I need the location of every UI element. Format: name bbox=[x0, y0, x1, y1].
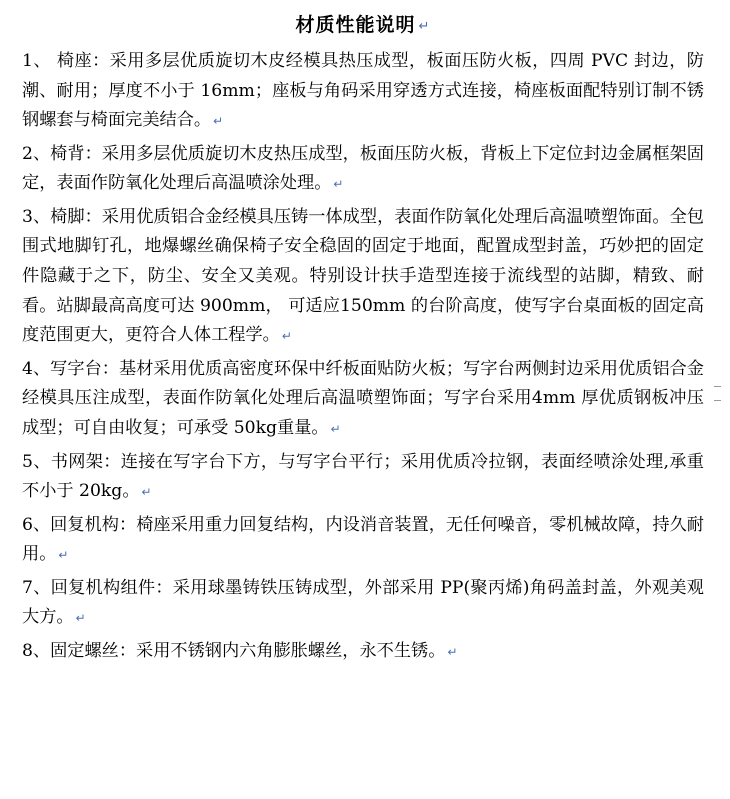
paragraph-2 bbox=[22, 140, 704, 199]
margin-tick-icon bbox=[714, 400, 721, 401]
paragraph-mark-icon: ↵ bbox=[418, 18, 431, 33]
margin-tick-icon bbox=[714, 386, 721, 387]
paragraph-6-text: 6、回复机构：椅座采用重力回复结构，内设消音装置，无任何噪音，零机械故障，持久耐用。 bbox=[22, 514, 704, 565]
paragraph-8 bbox=[22, 637, 704, 667]
paragraph-mark-icon: ↵ bbox=[281, 329, 292, 344]
paragraph-mark-icon: ↵ bbox=[330, 421, 341, 436]
page-title bbox=[22, 10, 704, 37]
paragraph-mark-icon: ↵ bbox=[213, 114, 224, 129]
paragraph-mark-icon: ↵ bbox=[141, 485, 152, 500]
page-title-text: 材质性能说明 bbox=[295, 14, 416, 36]
paragraph-6 bbox=[22, 511, 704, 570]
paragraph-mark-icon: ↵ bbox=[75, 611, 86, 626]
paragraph-mark-icon: ↵ bbox=[58, 548, 69, 563]
paragraph-3 bbox=[22, 203, 704, 351]
paragraph-mark-icon: ↵ bbox=[333, 177, 344, 192]
paragraph-4-text: 4、写字台：基材采用优质高密度环保中纤板面贴防火板；写字台两侧封边采用优质铝合金经模具压注成型，表面作防氧化处理后高温喷塑饰面；写字台采用4mm 厚优质钢板冲压成型；可自由收复；可承受 50kg重量。 bbox=[22, 358, 704, 438]
paragraph-1 bbox=[22, 47, 704, 136]
paragraph-4 bbox=[22, 355, 704, 444]
paragraph-5 bbox=[22, 448, 704, 507]
paragraph-3-text: 3、椅脚：采用优质铝合金经模具压铸一体成型，表面作防氧化处理后高温喷塑饰面。全包围式地脚钉孔，地爆螺丝确保椅子安全稳固的固定于地面，配置成型封盖，巧妙把的固定件隐藏于之下，防尘、安全又美观。特别设计扶手造型连接于流线型的站脚，精致、耐看。站脚最高高度可达 900mm， 可适应150mm 的台阶高度，使写字台桌面板的固定高度范围更大，更符合人体工程学。 bbox=[22, 206, 704, 346]
paragraph-mark-icon: ↵ bbox=[447, 644, 458, 659]
paragraph-2-text: 2、椅背：采用多层优质旋切木皮热压成型，板面压防火板，背板上下定位封边金属框架固定，表面作防氧化处理后高温喷涂处理。 bbox=[22, 143, 704, 194]
paragraph-8-text: 8、固定螺丝：采用不锈钢内六角膨胀螺丝，永不生锈。 bbox=[22, 640, 446, 661]
paragraph-7-text: 7、回复机构组件：采用球墨铸铁压铸成型，外部采用 PP(聚丙烯)角码盖封盖，外观美观大方。 bbox=[22, 577, 704, 628]
paragraph-5-text: 5、书网架：连接在写字台下方，与写字台平行；采用优质冷拉钢，表面经喷涂处理,承重不小于 20kg。 bbox=[22, 451, 704, 502]
paragraph-1-text: 1、 椅座：采用多层优质旋切木皮经模具热压成型，板面压防火板，四周 PVC 封边，防潮、耐用；厚度不小于 16mm；座板与角码采用穿透方式连接，椅座板面配特别订制不锈钢螺套与椅面完美结合。 bbox=[22, 51, 704, 131]
paragraph-7 bbox=[22, 574, 704, 633]
